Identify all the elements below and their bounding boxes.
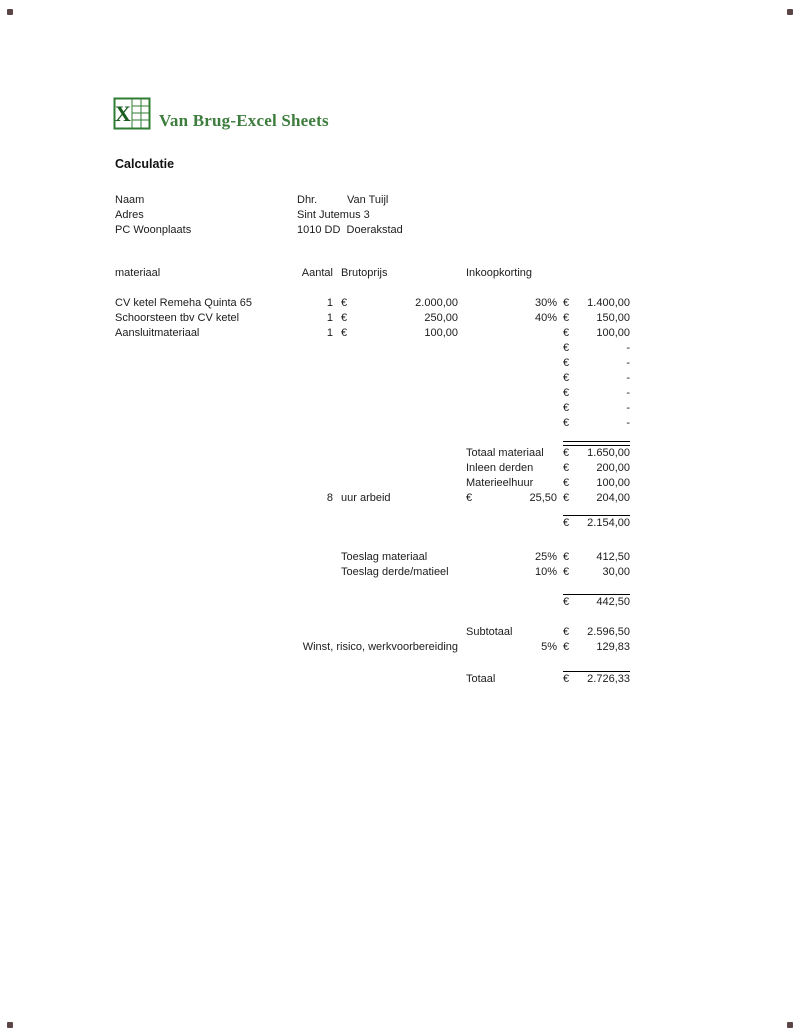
euro-sign: € <box>563 297 570 309</box>
summary-row-winst <box>115 640 630 655</box>
summary-row-inleen-derden <box>115 461 630 476</box>
cell-aantal: 1 <box>326 297 333 309</box>
euro-sign: € <box>563 596 570 608</box>
summary-value: 1.650,00 <box>587 447 630 459</box>
summary-row-totaal-materiaal <box>115 446 630 461</box>
column-header-inkoopkorting: Inkoopkorting <box>466 267 533 279</box>
summary-label: Totaal <box>466 673 496 685</box>
svg-text:X: X <box>115 101 131 126</box>
summary-row-subtotaal <box>115 625 630 640</box>
euro-sign: € <box>563 626 570 638</box>
column-header-aantal: Aantal <box>301 267 333 279</box>
salutation: Dhr. <box>297 194 318 206</box>
summary-row-tussentotaal <box>115 516 630 531</box>
euro-sign: € <box>563 566 570 578</box>
field-value: 1010 DD Doerakstad <box>297 224 403 236</box>
cell-aantal: 1 <box>326 327 333 339</box>
column-header-materiaal: materiaal <box>115 267 161 279</box>
excel-icon <box>113 95 151 134</box>
calculation-table <box>115 266 630 687</box>
material-row <box>115 356 630 371</box>
summary-row-arbeid <box>115 491 630 506</box>
material-row <box>115 416 630 431</box>
material-row <box>115 401 630 416</box>
arbeid-tarief-value: 25,50 <box>529 492 557 504</box>
summary-row-toeslag-materiaal <box>115 550 630 565</box>
brand-name: Van Brug-Excel Sheets <box>159 111 329 130</box>
material-row <box>115 311 630 326</box>
summary-value: 204,00 <box>596 492 630 504</box>
summary-value: 412,50 <box>596 551 630 563</box>
euro-sign: € <box>563 492 570 504</box>
summary-label: Toeslag derde/matieel <box>341 566 449 578</box>
euro-sign: € <box>563 641 570 653</box>
summary-value: 2.154,00 <box>587 517 630 529</box>
cell-bedrag: - <box>626 342 630 354</box>
summary-value: 200,00 <box>596 462 630 474</box>
summary-row-toeslag-derde <box>115 565 630 580</box>
euro-sign: € <box>563 462 570 474</box>
summary-label: Inleen derden <box>466 462 534 474</box>
scan-artifact <box>7 9 13 15</box>
euro-sign: € <box>563 417 570 429</box>
summary-value: 30,00 <box>602 566 630 578</box>
cell-bedrag: 1.400,00 <box>587 297 630 309</box>
material-row <box>115 341 630 356</box>
scan-artifact <box>7 1022 13 1028</box>
cell-bedrag: 150,00 <box>596 312 630 324</box>
field-value: Van Tuijl <box>347 194 389 206</box>
euro-sign: € <box>466 492 473 504</box>
customer-row-adres <box>115 208 403 223</box>
percentage: 25% <box>534 551 557 563</box>
cell-materiaal: Aansluitmateriaal <box>115 327 200 339</box>
cell-bedrag: - <box>626 402 630 414</box>
euro-sign: € <box>563 551 570 563</box>
summary-label: Subtotaal <box>466 626 513 638</box>
summary-value: 442,50 <box>596 596 630 608</box>
summary-row-totaal <box>115 672 630 687</box>
scan-artifact <box>787 9 793 15</box>
field-value: Sint Jutemus 3 <box>297 209 370 221</box>
logo <box>113 95 329 134</box>
summary-value: 2.726,33 <box>587 673 630 685</box>
page-title: Calculatie <box>115 157 175 171</box>
cell-materiaal: CV ketel Remeha Quinta 65 <box>115 297 252 309</box>
cell-korting: 40% <box>534 312 557 324</box>
cell-brutoprijs: 100,00 <box>424 327 458 339</box>
summary-value: 2.596,50 <box>587 626 630 638</box>
customer-info <box>115 193 403 238</box>
cell-bedrag: - <box>626 372 630 384</box>
cell-bedrag: - <box>626 387 630 399</box>
field-label: Adres <box>115 209 144 221</box>
euro-sign: € <box>563 387 570 399</box>
euro-sign: € <box>563 673 570 685</box>
euro-sign: € <box>341 327 348 339</box>
material-row <box>115 326 630 341</box>
cell-bedrag: - <box>626 357 630 369</box>
material-row <box>115 296 630 311</box>
cell-korting: 30% <box>534 297 557 309</box>
cell-materiaal: Schoorsteen tbv CV ketel <box>115 312 240 324</box>
material-row <box>115 371 630 386</box>
euro-sign: € <box>341 297 348 309</box>
arbeid-tarief <box>466 491 557 506</box>
euro-sign: € <box>563 357 570 369</box>
cell-bedrag: - <box>626 417 630 429</box>
field-label: PC Woonplaats <box>115 224 192 236</box>
euro-sign: € <box>341 312 348 324</box>
customer-row-pc-woonplaats <box>115 223 403 238</box>
euro-sign: € <box>563 312 570 324</box>
field-label: Naam <box>115 194 145 206</box>
cell-aantal: 1 <box>326 312 333 324</box>
column-header-brutoprijs: Brutoprijs <box>341 267 388 279</box>
summary-label: Totaal materiaal <box>466 447 544 459</box>
summary-label: Toeslag materiaal <box>341 551 428 563</box>
euro-sign: € <box>563 447 570 459</box>
percentage: 5% <box>541 641 557 653</box>
euro-sign: € <box>563 372 570 384</box>
material-row <box>115 386 630 401</box>
summary-label: Winst, risico, werkvoorbereiding <box>302 641 458 653</box>
summary-row-toeslag-totaal <box>115 595 630 610</box>
euro-sign: € <box>563 402 570 414</box>
euro-sign: € <box>563 517 570 529</box>
scan-artifact <box>787 1022 793 1028</box>
summary-value: 129,83 <box>596 641 630 653</box>
summary-value: 100,00 <box>596 477 630 489</box>
table-header-row <box>115 266 630 281</box>
summary-label: Materieelhuur <box>466 477 534 489</box>
customer-row-naam <box>115 193 403 208</box>
euro-sign: € <box>563 477 570 489</box>
arbeid-label: uur arbeid <box>341 492 391 504</box>
percentage: 10% <box>534 566 557 578</box>
cell-brutoprijs: 250,00 <box>424 312 458 324</box>
euro-sign: € <box>563 327 570 339</box>
cell-bedrag: 100,00 <box>596 327 630 339</box>
euro-sign: € <box>563 342 570 354</box>
arbeid-aantal: 8 <box>326 492 333 504</box>
cell-brutoprijs: 2.000,00 <box>415 297 458 309</box>
summary-row-materieelhuur <box>115 476 630 491</box>
